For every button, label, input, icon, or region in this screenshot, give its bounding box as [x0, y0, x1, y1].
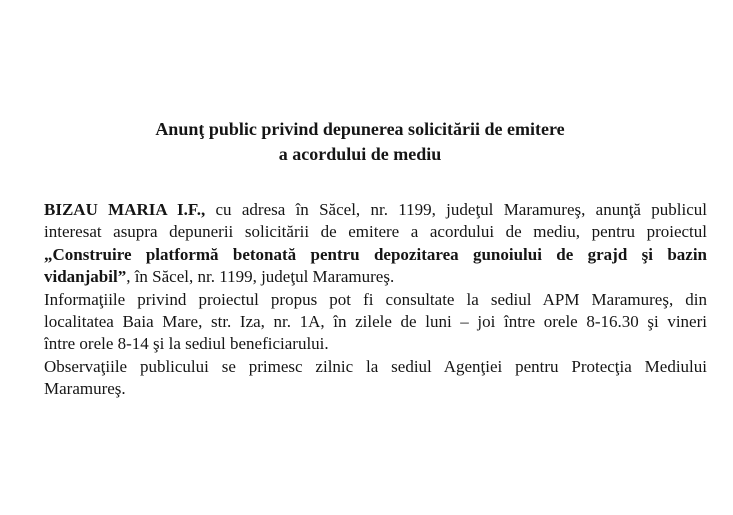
text-run: localitatea Baia Mare, str. Iza, nr. 1A, în zilele de luni – joi între orele 8-16.30 şi vineri [44, 311, 707, 331]
body-line-6 [44, 311, 707, 333]
text-run: între orele 8-14 şi la sediul beneficiarului. [44, 334, 329, 354]
body-line-4 [44, 266, 707, 288]
text-run: BIZAU MARIA I.F., [44, 200, 206, 219]
body-line-7 [44, 333, 707, 355]
body-line-8 [44, 356, 707, 378]
title-line-1: Anunţ public privind depunerea solicitării de emitere [155, 119, 565, 139]
text-run: Maramureş. [44, 379, 126, 399]
document-body [44, 199, 707, 401]
text-run: , în Săcel, nr. 1199, judeţul Maramureş. [126, 267, 395, 287]
body-line-2 [44, 221, 707, 243]
text-run: Observaţiile publicului se primesc zilnic la sediul Agenţiei pentru Protecţia Mediului [44, 356, 707, 376]
text-run: „Construire platformă betonată pentru depozitarea gunoiului de grajd şi bazin [44, 244, 707, 264]
text-run: interesat asupra depunerii solicitării de emitere a acordului de mediu, pentru proiectul [44, 222, 707, 242]
body-line-1 [44, 199, 707, 221]
body-line-9 [44, 378, 707, 400]
document-title [0, 117, 720, 167]
body-line-5 [44, 289, 707, 311]
body-line-3 [44, 244, 707, 266]
text-run: Informaţiile privind proiectul propus pot fi consultate la sediul APM Maramureş, din [44, 289, 707, 309]
title-line-2: a acordului de mediu [278, 144, 442, 164]
text-run: cu adresa în Săcel, nr. 1199, judeţul Maramureş, anunţă publicul [205, 200, 707, 219]
text-run: vidanjabil” [44, 267, 127, 287]
